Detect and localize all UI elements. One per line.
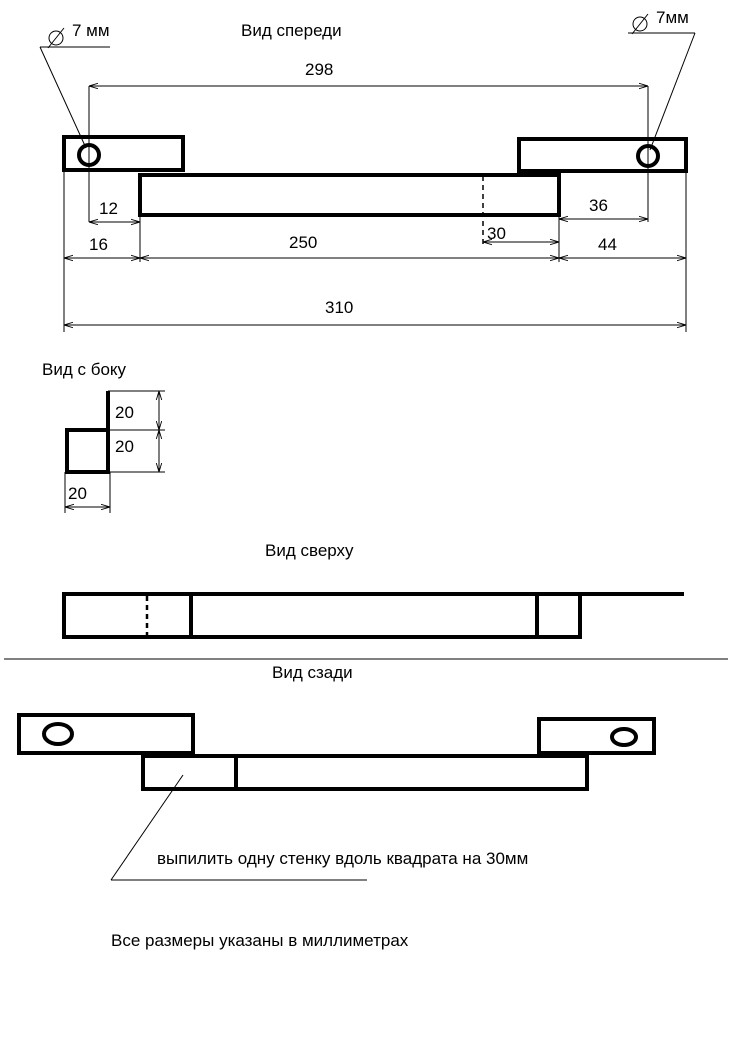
back-view-title: Вид сзади: [272, 663, 353, 682]
front-view-title: Вид спереди: [241, 21, 342, 40]
side-view-title: Вид с боку: [42, 360, 127, 379]
diameter-icon: [48, 28, 64, 48]
left-offset-small-value: 12: [99, 199, 118, 218]
back-view: [19, 663, 654, 880]
right-mounting-plate: [519, 139, 686, 171]
cut-note: выпилить одну стенку вдоль квадрата на 30мм: [157, 849, 529, 868]
right-offset-small-value: 36: [589, 196, 608, 215]
side-tube-profile: [67, 430, 108, 472]
total-length-value: 310: [325, 298, 354, 317]
back-left-hole: [44, 724, 72, 744]
square-tube: [140, 175, 559, 215]
top-view: [64, 541, 684, 637]
right-hole-diameter-label: 7мм: [656, 8, 689, 27]
diameter-icon: [632, 14, 648, 34]
left-offset-value: 16: [89, 235, 108, 254]
cut-length-value: 30: [487, 224, 506, 243]
back-right-hole: [612, 729, 636, 745]
top-tube-outline: [64, 594, 580, 637]
back-tube: [143, 756, 587, 789]
left-hole-diameter-label: 7 мм: [72, 21, 110, 40]
units-footer-note: Все размеры указаны в миллиметрах: [111, 931, 409, 950]
hole-spacing-value: 298: [305, 60, 334, 79]
tube-length-value: 250: [289, 233, 318, 252]
right-offset-value: 44: [598, 235, 617, 254]
left-mounting-plate: [64, 137, 183, 170]
right-hole-leader: [650, 33, 695, 150]
left-hole-leader: [40, 47, 86, 148]
side-view: [42, 360, 165, 513]
side-lower-value: 20: [115, 437, 134, 456]
side-width-value: 20: [68, 484, 87, 503]
side-upper-value: 20: [115, 403, 134, 422]
top-view-title: Вид сверху: [265, 541, 354, 560]
front-view: [40, 8, 695, 332]
